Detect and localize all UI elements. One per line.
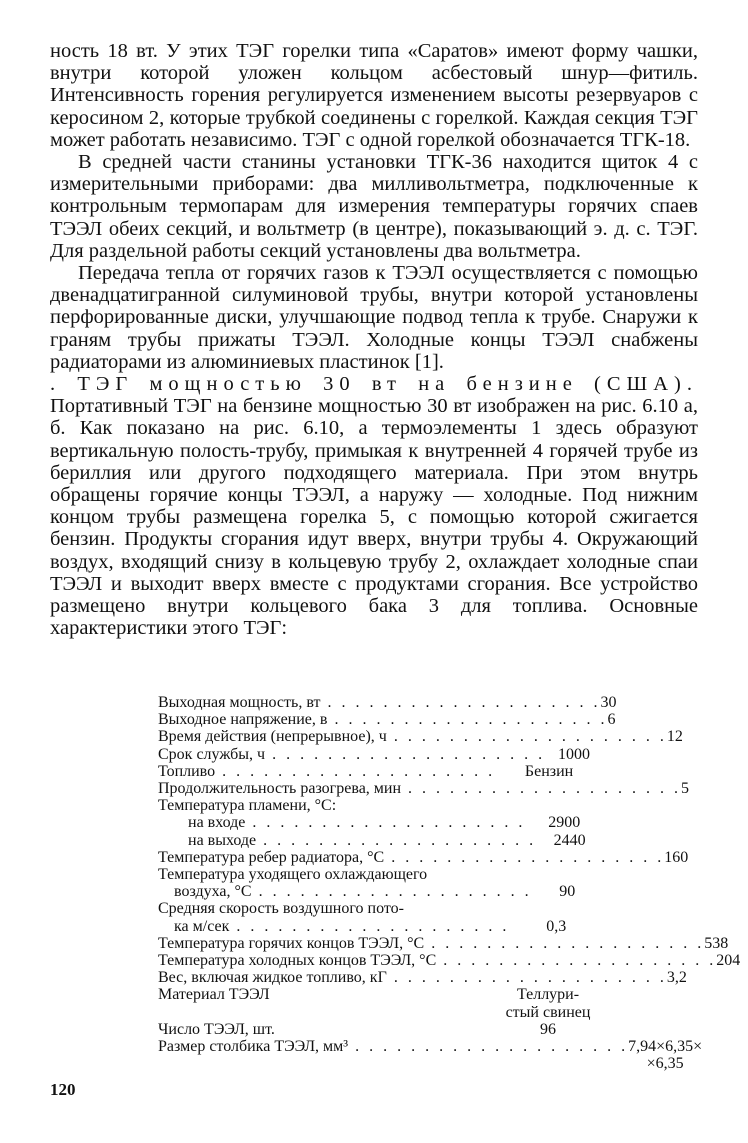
spec-label: Выходное напряжение, в . . . . . . . . . . . . . . . . . . . . (158, 711, 608, 729)
spec-label: Температура ребер радиатора, °С . . . . . . . . . . . . . . . . . . . . (158, 848, 665, 866)
spec-row (158, 711, 616, 729)
spec-label: Срок службы, ч . . . . . . . . . . . . . . . . . . . . (158, 745, 546, 763)
spec-value: 12 (666, 728, 683, 746)
spec-label-text: Материал ТЭЭЛ (158, 986, 270, 1004)
paragraph-3: Передача тепла от горячих газов к ТЭЭЛ осуществляется с помощью двенадцатигранной силуминовой трубы, внутри которой установлены перфорированные диски, улучшающие подвод тепла к трубе. Снаружи к граням трубы прижаты ТЭЭЛ. Холодные концы ТЭЭЛ снабжены радиаторами из алюминиевых пластинок [1]. (50, 262, 698, 373)
spec-value: Бензин (524, 762, 574, 780)
spec-row (158, 746, 603, 763)
spec-label: Вес, включая жидкое топливо, кГ . . . . . . . . . . . . . . . . . . . . (158, 969, 667, 987)
spec-label-text: Выходное напряжение, в (158, 711, 328, 729)
spec-label-text: Вес, включая жидкое топливо, кГ (158, 969, 387, 987)
spec-label: на выходе . . . . . . . . . . . . . . . . . . . . (188, 831, 537, 849)
spec-row (158, 883, 603, 900)
spec-value: 6 (607, 711, 616, 729)
paragraph-2: В средней части станины установки ТГК-36 находится щиток 4 с измерительными приборами: два милливольтметра, подключенные к контрольным термопарам для измерения температуры горячих спаев ТЭЭЛ обеих секций, и вольтметр (в центре), показывающий э. д. с. ТЭГ. Для раздельной работы секций установлены два вольтметра. (50, 151, 698, 262)
section-heading: . ТЭГ мощностью 30 вт на бензине (США). (50, 373, 698, 396)
spec-label: Время действия (непрерывное), ч . . . . . . . . . . . . . . . . . . . . (158, 728, 667, 746)
spec-label-text: Температура горячих концов ТЭЭЛ, °С (158, 934, 425, 952)
spec-label: Размер столбика ТЭЭЛ, мм³ . . . . . . . . . . . . . . . . . . . . (158, 1038, 629, 1056)
spec-value: 538 (704, 934, 729, 952)
spec-label-text: Температура холодных концов ТЭЭЛ, °С (158, 952, 437, 970)
spec-label-text: Число ТЭЭЛ, шт. (158, 1020, 275, 1038)
spec-value: 5 (681, 780, 690, 798)
spec-label (158, 866, 493, 883)
spec-value: 160 (664, 848, 689, 866)
spec-label-text: Время действия (непрерывное), ч (158, 728, 387, 746)
spec-row (158, 763, 603, 780)
spec-value: 2440 (553, 831, 586, 849)
spec-label: Топливо . . . . . . . . . . . . . . . . . . . . (158, 762, 496, 780)
spec-row (158, 986, 603, 1020)
spec-row (158, 797, 603, 814)
spec-label-text: Топливо (158, 762, 216, 780)
spec-label: воздуха, °С . . . . . . . . . . . . . . . . . . . . (174, 883, 532, 901)
spec-label-text: воздуха, °С (174, 883, 252, 901)
spec-label (158, 986, 493, 1003)
spec-value: 7,94×6,35× ×6,35 (628, 1038, 703, 1073)
spec-label-text: ка м/сек (174, 917, 230, 935)
spec-row (158, 900, 603, 917)
spec-row (158, 832, 603, 849)
spec-label: на входе . . . . . . . . . . . . . . . . . . . . (188, 814, 526, 832)
spec-row (158, 918, 603, 935)
spec-label-text: Размер столбика ТЭЭЛ, мм³ (158, 1038, 349, 1056)
spec-row (158, 866, 603, 883)
body-text (50, 40, 698, 639)
paragraph-1: ность 18 вт. У этих ТЭГ горелки типа «Саратов» имеют форму чашки, внутри которой уложен кольцом асбестовый шнур—фитиль. Интенсивность горения регулируется изменением высоты резервуаров с керосином 2, которые трубкой соединены с горелкой. Каждая секция ТЭГ может работать независимо. ТЭГ с одной горелкой обозначается ТГК-18. (50, 40, 698, 151)
spec-label-text: Температура пламени, °С: (158, 797, 337, 815)
spec-label: Температура холодных концов ТЭЭЛ, °С . . . . . . . . . . . . . . . . . . . . (158, 952, 717, 970)
spec-label-text: Температура ребер радиатора, °С (158, 848, 385, 866)
spec-value: Теллури- стый свинец (505, 986, 591, 1021)
spec-label-text: на выходе (188, 831, 257, 849)
spec-label-text: Срок службы, ч (158, 745, 266, 763)
spec-value: 96 (540, 1020, 556, 1038)
spec-label (158, 1021, 493, 1038)
spec-value: 0,3 (546, 917, 567, 935)
spec-value: 204 (716, 952, 741, 970)
section-text: Портативный ТЭГ на бензине мощностью 30 вт изображен на рис. 6.10 а, б. Как показано на рис. 6.10, а термоэлементы 1 здесь образуют вертикальную полость-трубу, примыкая к внутренней 4 горячей трубе из бериллия или другого подходящего материала. При этом внутрь обращены горячие концы ТЭЭЛ, а наружу — холодные. Под нижним концом трубы размещена горелка 5, с помощью которой сжигается бензин. Продукты сгорания идут вверх, внутри трубы 4. Окружающий воздух, входящий снизу в кольцевую трубу 2, охлаждает холодные спаи ТЭЭЛ и выходит вверх вместе с продуктами сгорания. Все устройство размещено внутри кольцевого бака 3 для топлива. Основные характеристики этого ТЭГ: (50, 395, 698, 640)
spec-label-text: Выходная мощность, вт (158, 694, 321, 711)
section-paragraph (50, 373, 698, 639)
spec-row (158, 969, 687, 987)
specifications-table (158, 694, 741, 1073)
spec-row (158, 934, 729, 952)
spec-row (158, 728, 683, 746)
spec-value: 90 (559, 883, 576, 901)
spec-label-text: на входе (188, 814, 246, 832)
spec-label (158, 797, 493, 814)
spec-row (158, 694, 617, 711)
spec-row (158, 780, 690, 798)
spec-row (158, 952, 741, 970)
spec-row (158, 848, 689, 866)
spec-label-text: Продолжительность разогрева, мин (158, 780, 402, 798)
spec-label: ка м/сек . . . . . . . . . . . . . . . . . . . . (174, 917, 510, 935)
spec-row (158, 1038, 703, 1073)
spec-value: 1000 (558, 745, 591, 763)
spec-label: Выходная мощность, вт . . . . . . . . . . . . . . . . . . . . (158, 694, 601, 711)
spec-label-text: Температура уходящего охлаждающего (158, 866, 428, 884)
page-number: 120 (50, 1080, 76, 1099)
spec-label-text: Средняя скорость воздушного пото- (158, 900, 404, 918)
spec-row (158, 814, 603, 831)
spec-value: 3,2 (666, 969, 687, 987)
spec-value: 30 (600, 694, 617, 711)
spec-label (158, 900, 493, 917)
spec-label: Продолжительность разогрева, мин . . . . . . . . . . . . . . . . . . . . (158, 780, 682, 798)
spec-row (158, 1021, 603, 1038)
spec-value: 2900 (548, 814, 581, 832)
spec-label: Температура горячих концов ТЭЭЛ, °С . . . . . . . . . . . . . . . . . . . . (158, 934, 705, 952)
